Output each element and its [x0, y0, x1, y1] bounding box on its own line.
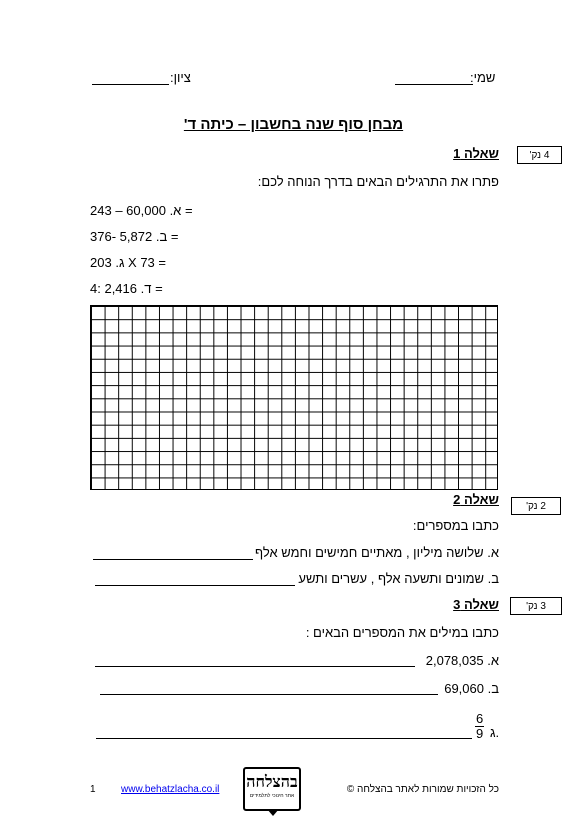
item-letter: ג. [115, 255, 125, 270]
q3-item-c-letter: ג. [490, 725, 500, 740]
q2-instruction: כתבו במספרים: [412, 518, 499, 533]
name-field[interactable] [395, 84, 473, 85]
page-number: 1 [90, 784, 96, 795]
logo-text: בהצלחה [246, 772, 298, 791]
grade-label: ציון: [170, 70, 191, 85]
copyright-text: כל הזכויות שמורות לאתר בהצלחה © [346, 784, 499, 795]
q1-item-a [90, 203, 193, 218]
item-letter: ב. [155, 229, 168, 244]
q3-instruction: כתבו במילים את המספרים הבאים : [305, 625, 499, 640]
exercise-text: 5,872 -376 = [90, 229, 179, 244]
q1-item-b [90, 229, 178, 244]
website-link[interactable]: www.behatzlacha.co.il [121, 784, 220, 795]
logo-speech-tail [267, 809, 279, 816]
q1-instruction: פתרו את התרגילים הבאים בדרך הנוחה לכם: [257, 174, 499, 189]
q3-item-b [444, 681, 499, 696]
q1-heading: שאלה 1 [453, 146, 499, 161]
fraction-denominator: 9 [476, 726, 484, 741]
logo [243, 767, 301, 811]
q1-points-box: 4 נק' [517, 146, 562, 164]
name-label: שמי: [470, 70, 496, 85]
exercise-text: 2,416 :4 = [90, 281, 163, 296]
q2-heading: שאלה 2 [453, 492, 499, 507]
q1-item-c [90, 255, 166, 270]
q2-item-b: ב. שמונים ותשעה אלף , עשרים ותשע [298, 571, 499, 586]
fraction-numerator: 6 [476, 711, 484, 726]
q2-points-box: 2 נק' [511, 497, 561, 515]
logo-subtext: אתר חינוכי לתלמידים [249, 793, 295, 799]
q3-answer-line-c[interactable] [96, 738, 472, 739]
q2-item-a: א. שלושה מיליון , מאתיים חמישים וחמש אלף [254, 545, 499, 560]
number-value: 69,060 [444, 681, 484, 696]
q2-answer-line-b[interactable] [95, 585, 295, 586]
work-grid[interactable] [90, 305, 498, 490]
number-value: 2,078,035 [425, 653, 484, 668]
exercise-text: 60,000 – 243 = [90, 203, 193, 218]
q3-item-a [426, 653, 499, 668]
q1-item-d [90, 281, 163, 296]
q3-answer-line-b[interactable] [100, 694, 438, 695]
q3-points-box: 3 נק' [510, 597, 562, 615]
item-letter: ד. [140, 281, 152, 296]
item-letter: א. [169, 203, 182, 218]
exercise-text: 203 X 73 = [90, 255, 166, 270]
grade-field[interactable] [92, 84, 169, 85]
q3-item-c-fraction [475, 712, 484, 741]
item-letter: ב. [487, 681, 499, 696]
q3-answer-line-a[interactable] [95, 666, 415, 667]
item-letter: א. [487, 653, 499, 668]
page-title: מבחן סוף שנה בחשבון – כיתה ד' [183, 116, 404, 133]
q3-heading: שאלה 3 [453, 597, 499, 612]
q2-answer-line-a[interactable] [93, 559, 253, 560]
